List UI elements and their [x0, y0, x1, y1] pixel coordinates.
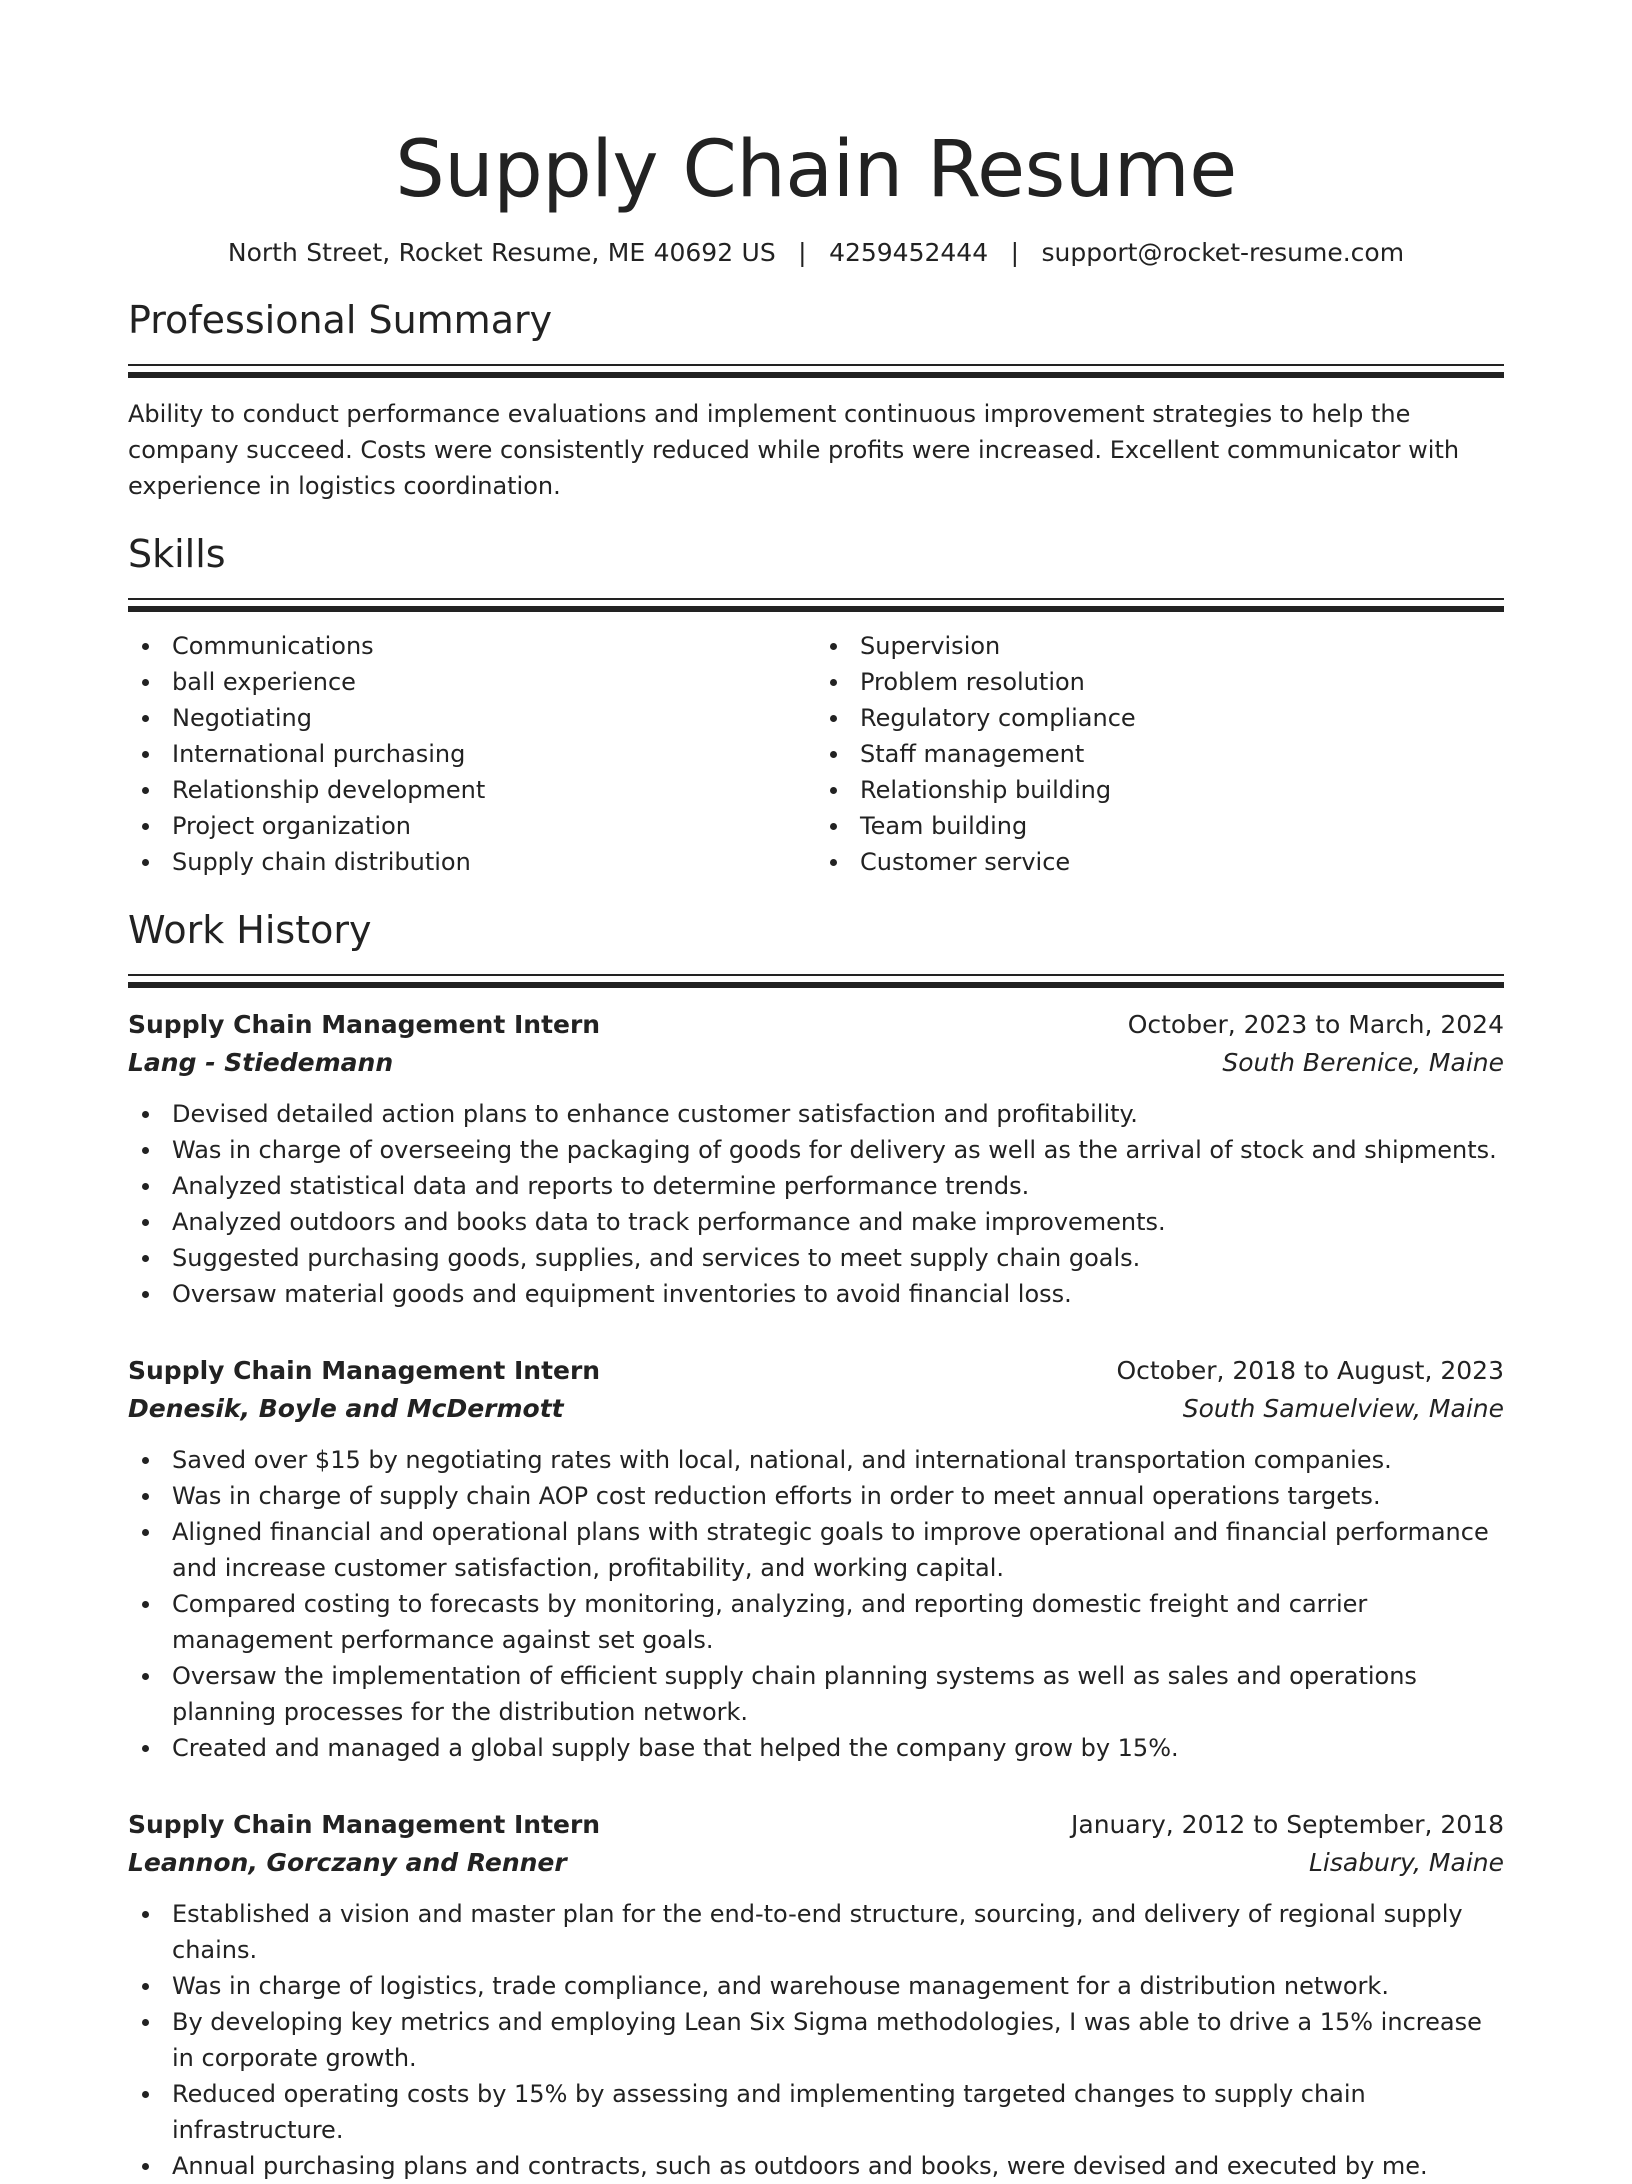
job-subheader — [128, 1390, 1504, 1428]
job-bullets — [128, 1442, 1504, 1766]
skill-item: Relationship building — [816, 772, 1504, 808]
section-divider — [128, 982, 1504, 988]
contact-separator: | — [798, 238, 807, 267]
contact-separator: | — [1010, 238, 1020, 267]
section-divider — [128, 974, 1504, 976]
skill-item: Project organization — [128, 808, 816, 844]
job-subheader — [128, 1044, 1504, 1082]
skill-item: Communications — [128, 628, 816, 664]
contact-address: North Street, Rocket Resume, ME 40692 US — [227, 238, 776, 267]
job-bullet: Aligned financial and operational plans with strategic goals to improve operational and financial performance and increase customer satisfaction, profitability, and working capital. — [128, 1514, 1504, 1586]
contact-email: support@rocket-resume.com — [1041, 238, 1405, 267]
resume-title: Supply Chain Resume — [395, 125, 1237, 215]
job-bullet: Was in charge of logistics, trade compliance, and warehouse management for a distribution network. — [128, 1968, 1504, 2004]
skill-item: Regulatory compliance — [816, 700, 1504, 736]
section-divider — [128, 606, 1504, 612]
job-bullet: Oversaw the implementation of efficient supply chain planning systems as well as sales and operations planning processes for the distribution network. — [128, 1658, 1504, 1730]
resume-page — [128, 0, 1504, 2184]
professional-summary-section — [128, 296, 1504, 504]
section-heading: Skills — [128, 532, 226, 576]
job-bullet: Analyzed outdoors and books data to track performance and make improvements. — [128, 1204, 1504, 1240]
job-bullet: Analyzed statistical data and reports to determine performance trends. — [128, 1168, 1504, 1204]
job-dates: October, 2018 to August, 2023 — [1116, 1356, 1504, 1385]
job-location: South Samuelview, Maine — [1182, 1394, 1504, 1423]
skill-item: Supervision — [816, 628, 1504, 664]
job-bullet: Reduced operating costs by 15% by assessing and implementing targeted changes to supply chain infrastructure. — [128, 2076, 1504, 2148]
job-bullet: Established a vision and master plan for the end-to-end structure, sourcing, and delivery of regional supply chains. — [128, 1896, 1504, 1968]
job-bullet: Compared costing to forecasts by monitoring, analyzing, and reporting domestic freight and carrier management performance against set goals. — [128, 1586, 1504, 1658]
skills-column-left — [128, 628, 816, 880]
job-location: South Berenice, Maine — [1222, 1048, 1504, 1077]
job-bullet: Annual purchasing plans and contracts, such as outdoors and books, were devised and executed by me. — [128, 2148, 1504, 2184]
skill-item: Supply chain distribution — [128, 844, 816, 880]
skill-item: Staff management — [816, 736, 1504, 772]
contact-line — [128, 236, 1504, 270]
section-divider — [128, 364, 1504, 366]
skill-item: Customer service — [816, 844, 1504, 880]
job-bullet: Saved over $15 by negotiating rates with local, national, and international transportation companies. — [128, 1442, 1504, 1478]
skill-item: Negotiating — [128, 700, 816, 736]
job-bullets — [128, 1896, 1504, 2184]
summary-text: Ability to conduct performance evaluations and implement continuous improvement strategies to help the company succeed. Costs were consistently reduced while profits were increased. Excellent communicator with experience in logistics coordination. — [128, 400, 1460, 500]
job-bullet: Created and managed a global supply base that helped the company grow by 15%. — [128, 1730, 1504, 1766]
job-company: Lang - Stiedemann — [128, 1048, 394, 1077]
job-entry — [128, 1352, 1504, 1766]
section-divider — [128, 372, 1504, 378]
job-title: Supply Chain Management Intern — [128, 1010, 601, 1039]
job-company: Leannon, Gorczany and Renner — [128, 1848, 567, 1877]
skill-item: Relationship development — [128, 772, 816, 808]
skill-item: Team building — [816, 808, 1504, 844]
job-location: Lisabury, Maine — [1308, 1848, 1504, 1877]
job-dates: October, 2023 to March, 2024 — [1127, 1010, 1504, 1039]
job-bullet: Was in charge of supply chain AOP cost reduction efforts in order to meet annual operations targets. — [128, 1478, 1504, 1514]
section-divider — [128, 598, 1504, 600]
job-dates: January, 2012 to September, 2018 — [1071, 1810, 1504, 1839]
job-bullet: Was in charge of overseeing the packaging of goods for delivery as well as the arrival of stock and shipments. — [128, 1132, 1504, 1168]
skills-list — [128, 628, 1504, 880]
skill-item: Problem resolution — [816, 664, 1504, 700]
job-bullet: Suggested purchasing goods, supplies, and services to meet supply chain goals. — [128, 1240, 1504, 1276]
job-title: Supply Chain Management Intern — [128, 1810, 601, 1839]
job-bullets — [128, 1096, 1504, 1312]
job-entry — [128, 1006, 1504, 1312]
job-subheader — [128, 1844, 1504, 1882]
work-history-section — [128, 906, 1504, 2184]
job-header — [128, 1806, 1504, 1844]
skill-item: ball experience — [128, 664, 816, 700]
job-header — [128, 1006, 1504, 1044]
job-bullet: Devised detailed action plans to enhance customer satisfaction and profitability. — [128, 1096, 1504, 1132]
job-entry — [128, 1806, 1504, 2184]
job-header — [128, 1352, 1504, 1390]
section-heading: Professional Summary — [128, 298, 553, 342]
job-company: Denesik, Boyle and McDermott — [128, 1394, 564, 1423]
skills-column-right — [816, 628, 1504, 880]
job-title: Supply Chain Management Intern — [128, 1356, 601, 1385]
skill-item: International purchasing — [128, 736, 816, 772]
job-bullet: By developing key metrics and employing Lean Six Sigma methodologies, I was able to drive a 15% increase in corporate growth. — [128, 2004, 1504, 2076]
contact-phone: 4259452444 — [829, 238, 989, 267]
job-bullet: Oversaw material goods and equipment inventories to avoid financial loss. — [128, 1276, 1504, 1312]
section-heading: Work History — [128, 908, 372, 952]
skills-section — [128, 530, 1504, 880]
